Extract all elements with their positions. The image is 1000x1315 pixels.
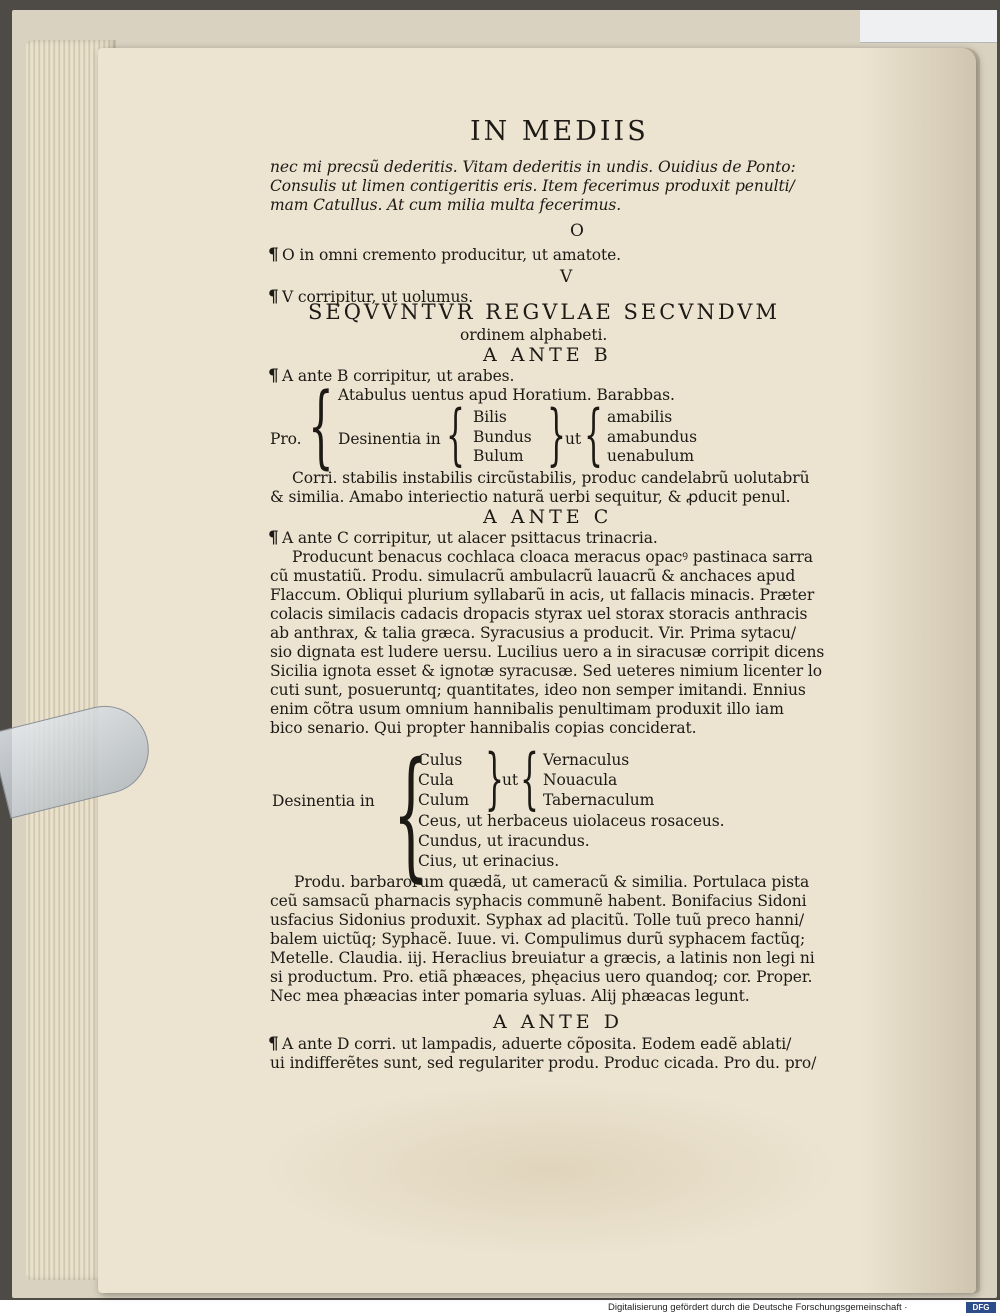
body-line: ceũ samsacũ pharnacis syphacis communẽ habent. Bonifacius Sidoni xyxy=(270,892,807,910)
example: amabundus xyxy=(607,428,698,446)
section-subtitle: ordinem alphabeti. xyxy=(460,326,608,344)
body-line: mam Catullus. At cum milia multa fecerimus. xyxy=(270,196,622,214)
left-brace-icon: { xyxy=(520,740,539,817)
left-brace-icon: { xyxy=(393,733,429,896)
water-stain xyxy=(250,1080,850,1260)
heading-a-ante-c: A ANTE C xyxy=(483,506,613,528)
body-line: usfacius Sidonius produxit. Syphax ad placitũ. Tolle tuũ preco hanni/ xyxy=(270,911,805,929)
body-line: enim cõtra usum omnium hannibalis penultimam produxit illo iam xyxy=(270,700,784,718)
example: Nouacula xyxy=(543,771,618,789)
pilcrow-icon: ¶ xyxy=(268,245,279,265)
section-title: SEQVVNTVR REGVLAE SECVNDVM xyxy=(308,300,780,324)
body-line: bico senario. Qui propter hannibalis copias conciderat. xyxy=(270,719,697,737)
label-ut: ut xyxy=(565,430,582,448)
body-line: Sicilia ignota esset & ignotæ syracusæ. Sed ueteres nimium licenter lo xyxy=(270,662,822,680)
ending: Cula xyxy=(418,771,454,789)
page-curl-shadow xyxy=(860,48,980,1293)
body-line: V corripitur, ut uolumus. xyxy=(282,288,474,306)
body-line: A ante C corripitur, ut alacer psittacus trinacria. xyxy=(282,529,658,547)
ending: Culum xyxy=(418,791,469,809)
pilcrow-icon: ¶ xyxy=(268,1034,279,1054)
section-letter-o: O xyxy=(570,221,584,241)
body-line: Producunt benacus cochlaca cloaca meracus opacꝰ pastinaca sarra xyxy=(292,548,813,566)
example: amabilis xyxy=(607,408,673,426)
body-line: cũ mustatiũ. Produ. simulacrũ ambulacrũ lauacrũ & anchaces apud xyxy=(270,567,796,585)
body-line: Cius, ut erinacius. xyxy=(418,852,560,870)
right-brace-icon: } xyxy=(547,396,566,473)
body-line: Metelle. Claudia. iij. Heraclius breuiatur a græcis, a latinis non legi ni xyxy=(270,949,815,967)
body-line: Consulis ut limen contigeritis eris. Item fecerimus produxit penulti/ xyxy=(270,177,795,195)
body-line: & similia. Amabo interiectio naturã uerbi sequitur, & ꝓducit penul. xyxy=(270,488,791,506)
example: uenabulum xyxy=(607,447,695,465)
body-line: si productum. Pro. etiã phæaces, phęacius uero quandoq; cor. Proper. xyxy=(270,968,813,986)
section-letter-v: V xyxy=(560,267,573,287)
pilcrow-icon: ¶ xyxy=(268,287,279,307)
example: Vernaculus xyxy=(543,751,630,769)
ending: Bundus xyxy=(473,428,532,446)
left-brace-icon: { xyxy=(308,374,334,479)
pilcrow-icon: ¶ xyxy=(268,528,279,548)
example: Tabernaculum xyxy=(543,791,655,809)
ending: Bulum xyxy=(473,447,524,465)
running-head: IN MEDIIS xyxy=(470,116,649,147)
body-line: Flaccum. Obliqui plurium syllabarũ in acis, ut fallacis minacis. Præter xyxy=(270,586,815,604)
digitization-credit: Digitalisierung gefördert durch die Deutsche Forschungsgemeinschaft · xyxy=(608,1302,908,1313)
body-line: cuti sunt, posueruntq; quantitates, ideo non semper imitandi. Ennius xyxy=(270,681,806,699)
heading-a-ante-b: A ANTE B xyxy=(483,344,612,366)
label-pro: Pro. xyxy=(270,430,302,448)
label-desinentia: Desinentia in xyxy=(338,430,441,448)
body-line: ab anthrax, & talia græca. Syracusius a producit. Vir. Prima sytacu/ xyxy=(270,624,797,642)
cover-tab xyxy=(860,10,997,43)
body-line: ui indifferẽtes sunt, sed regulariter produ. Produc cicada. Pro du. pro/ xyxy=(270,1054,817,1072)
ending: Culus xyxy=(418,751,463,769)
body-line: Ceus, ut herbaceus uiolaceus rosaceus. xyxy=(418,812,725,830)
body-line: Nec mea phæacias inter pomaria syluas. Alij phæacas legunt. xyxy=(270,987,750,1005)
label-ut: ut xyxy=(502,771,519,789)
body-line: A ante B corripitur, ut arabes. xyxy=(282,367,515,385)
left-brace-icon: { xyxy=(446,396,465,473)
dfg-logo: DFG xyxy=(966,1302,996,1313)
body-line: Atabulus uentus apud Horatium. Barabbas. xyxy=(338,386,675,404)
body-line: sio dignata est ludere uersu. Lucilius uero a in siracusæ corripit dicens xyxy=(270,643,825,661)
body-line: balem uictũq; Syphacẽ. Iuue. vi. Compulimus durũ syphacem factũq; xyxy=(270,930,806,948)
left-brace-icon: { xyxy=(584,396,603,473)
ending: Bilis xyxy=(473,408,507,426)
pilcrow-icon: ¶ xyxy=(268,366,279,386)
label-desinentia: Desinentia in xyxy=(272,792,375,810)
heading-a-ante-d: A ANTE D xyxy=(493,1011,623,1033)
body-line: nec mi precsũ dederitis. Vitam dederitis in undis. Ouidius de Ponto: xyxy=(270,158,796,176)
body-line: A ante D corri. ut lampadis, aduerte cõposita. Eodem eadẽ ablati/ xyxy=(282,1035,792,1053)
right-brace-icon: } xyxy=(485,740,504,817)
body-line: Cundus, ut iracundus. xyxy=(418,832,590,850)
body-line: Produ. barbarorum quædã, ut cameracũ & similia. Portulaca pista xyxy=(294,873,810,891)
body-line: colacis similacis cadacis dropacis styrax uel storax storacis anthracis xyxy=(270,605,808,623)
body-line: Corri. stabilis instabilis circũstabilis, produc candelabrũ uolutabrũ xyxy=(292,469,810,487)
body-line: O in omni cremento producitur, ut amatote. xyxy=(282,246,621,264)
